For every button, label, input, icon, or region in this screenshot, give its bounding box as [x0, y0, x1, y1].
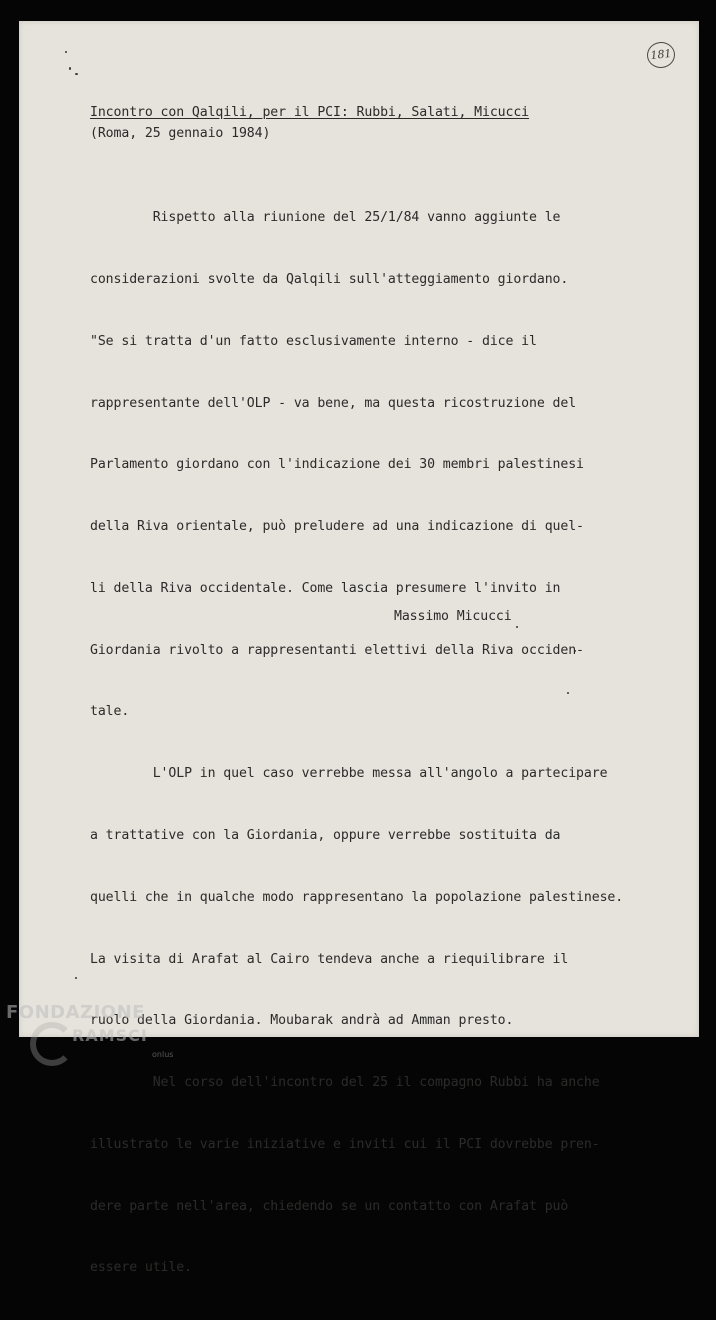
body-line: a trattative con la Giordania, oppure verrebbe sostituita da: [90, 828, 561, 843]
body-line: essere utile.: [90, 1260, 192, 1276]
body-line: La visita di Arafat al Cairo tendeva anche a riequilibrare il: [90, 951, 569, 967]
document-date: (Roma, 25 gennaio 1984): [90, 126, 271, 141]
body-line: L'OLP in quel caso verrebbe messa all'angolo a partecipare: [90, 766, 608, 782]
paper-speck: [75, 977, 77, 979]
body-line: Parlamento giordano con l'indicazione dei 30 membri palestinesi: [90, 457, 584, 473]
watermark-line2: RAMSCI: [72, 1026, 148, 1045]
body-line: della Riva orientale, può preludere ad una indicazione di quel-: [90, 519, 584, 535]
body-line: illustrato le varie iniziative e inviti cui il PCI dovrebbe pren-: [90, 1136, 600, 1152]
body-line: "Se si tratta d'un fatto esclusivamente interno - dice il: [90, 333, 537, 349]
body-line: dere parte nell'area, chiedendo se un contatto con Arafat può: [90, 1198, 569, 1214]
fondazione-gramsci-watermark: [6, 1000, 196, 1080]
body-line: Giordania rivolto a rappresentanti elettivi della Riva occiden-: [90, 642, 584, 658]
signature: Massimo Micucci: [394, 609, 512, 624]
body-line: ruolo della Giordania. Moubarak andrà ad Amman presto.: [90, 1013, 514, 1029]
paper-speck: [75, 73, 78, 75]
paper-speck: [65, 51, 67, 53]
body-line: li della Riva occidentale. Come lascia presumere l'invito in: [90, 580, 561, 596]
watermark-suffix: onlus: [152, 1050, 174, 1059]
body-line: Nel corso dell'incontro del 25 il compagno Rubbi ha anche: [90, 1075, 600, 1091]
page-number-stamp: 181: [646, 41, 677, 70]
document-title: Incontro con Qalqili, per il PCI: Rubbi, Salati, Micucci: [90, 105, 530, 120]
paper-speck: [69, 67, 71, 70]
body-line: quelli che in qualche modo rappresentano la popolazione palestinese.: [90, 889, 624, 905]
body-line: rappresentante dell'OLP - va bene, ma questa ricostruzione del: [90, 395, 577, 411]
document-body: [90, 167, 623, 1320]
body-line: Rispetto alla riunione del 25/1/84 vanno aggiunte le: [90, 210, 561, 226]
watermark-g-logo-icon: [30, 1022, 74, 1066]
watermark-line1: FONDAZIONE: [6, 1002, 145, 1023]
body-line: tale.: [90, 704, 130, 720]
body-line: considerazioni svolte da Qalqili sull'atteggiamento giordano.: [90, 271, 569, 287]
